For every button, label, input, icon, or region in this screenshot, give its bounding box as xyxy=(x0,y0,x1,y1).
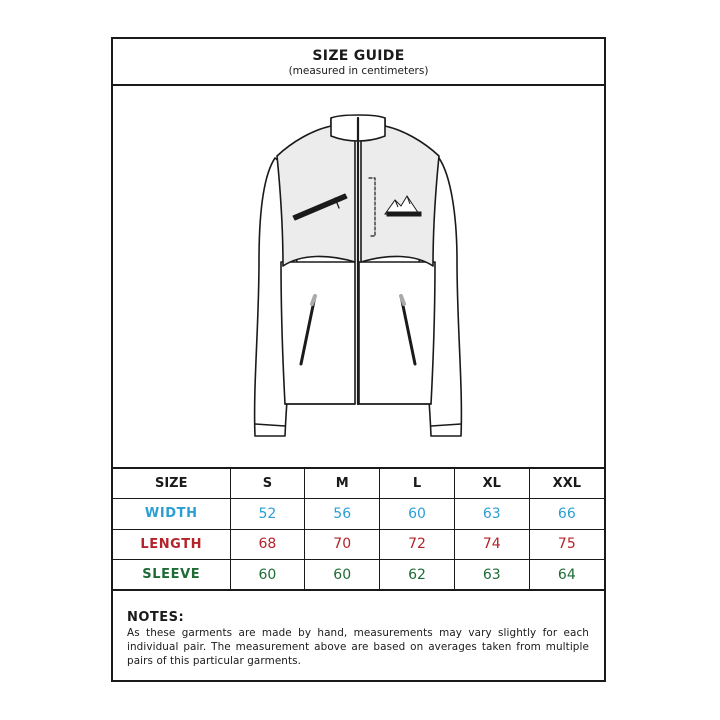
length-value: 74 xyxy=(454,529,529,560)
size-column-header: XXL xyxy=(529,468,604,499)
size-table xyxy=(113,467,604,591)
sleeve-value: 63 xyxy=(454,560,529,591)
page-title: SIZE GUIDE xyxy=(312,48,405,64)
jacket-illustration xyxy=(113,86,604,467)
sleeve-value: 60 xyxy=(230,560,305,591)
width-value: 66 xyxy=(529,499,604,530)
page-subtitle: (measured in centimeters) xyxy=(288,65,429,77)
sleeve-label: SLEEVE xyxy=(113,560,230,591)
length-label: LENGTH xyxy=(113,529,230,560)
size-column-header: M xyxy=(305,468,380,499)
size-column-header: S xyxy=(230,468,305,499)
sleeve-value: 60 xyxy=(305,560,380,591)
width-label: WIDTH xyxy=(113,499,230,530)
size-column-header: L xyxy=(380,468,455,499)
length-row xyxy=(113,529,604,560)
size-header-label: SIZE xyxy=(113,468,230,499)
width-value: 60 xyxy=(380,499,455,530)
width-row xyxy=(113,499,604,530)
notes-section xyxy=(127,610,589,668)
sleeve-value: 64 xyxy=(529,560,604,591)
notes-body: As these garments are made by hand, measurements may vary slightly for each individual pair. The measurement above are based on averages taken from multiple pairs of this particular garments. xyxy=(127,627,589,667)
size-column-header: XL xyxy=(454,468,529,499)
width-value: 56 xyxy=(305,499,380,530)
size-guide-card xyxy=(111,37,606,682)
width-value: 63 xyxy=(454,499,529,530)
length-value: 75 xyxy=(529,529,604,560)
width-value: 52 xyxy=(230,499,305,530)
jacket-icon xyxy=(113,86,604,467)
length-value: 68 xyxy=(230,529,305,560)
length-value: 72 xyxy=(380,529,455,560)
size-guide-header xyxy=(113,39,604,86)
size-header-row xyxy=(113,468,604,499)
length-value: 70 xyxy=(305,529,380,560)
sleeve-value: 62 xyxy=(380,560,455,591)
sleeve-row xyxy=(113,560,604,591)
notes-title: NOTES: xyxy=(127,610,185,625)
